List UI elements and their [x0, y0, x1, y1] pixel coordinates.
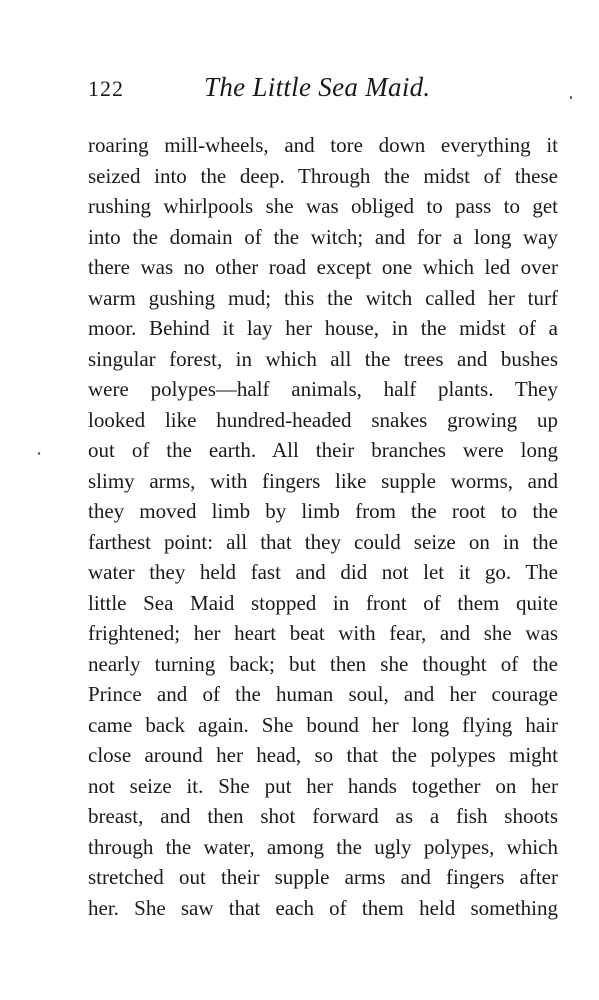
text-line: farthest point: all that they could seize on in the	[88, 529, 558, 554]
text-line: rushing whirlpools she was obliged to pass to get	[88, 194, 558, 218]
text-line: warm gushing mud; this the witch called her turf	[88, 285, 558, 310]
text-line: slimy arms, with fingers like supple worms, and	[88, 468, 558, 493]
body-text	[88, 130, 558, 923]
text-line: breast, and then shot forward as a fish shoots	[88, 804, 558, 828]
paper-speck	[570, 96, 572, 99]
text-line: water they held fast and did not let it go. The	[88, 560, 558, 584]
running-head	[88, 72, 558, 108]
text-line: Prince and of the human soul, and her courage	[88, 682, 558, 706]
text-line: there was no other road except one which led over	[88, 255, 558, 279]
text-line: looked like hundred-headed snakes growing up	[88, 407, 558, 432]
text-line: into the domain of the witch; and for a long way	[88, 224, 558, 249]
page-number: 122	[88, 76, 124, 101]
text-line: were polypes—half animals, half plants. They	[88, 377, 558, 401]
text-line: close around her head, so that the polypes might	[88, 743, 558, 767]
text-line: came back again. She bound her long flying hair	[88, 712, 558, 737]
text-line: her. She saw that each of them held something	[88, 895, 558, 920]
text-line: they moved limb by limb from the root to the	[88, 499, 558, 523]
text-line: little Sea Maid stopped in front of them quite	[88, 590, 558, 615]
paper-speck	[37, 452, 40, 456]
running-title: The Little Sea Maid.	[204, 72, 431, 102]
text-line: not seize it. She put her hands together on her	[88, 773, 558, 798]
text-line: out of the earth. All their branches were long	[88, 438, 558, 462]
text-line: seized into the deep. Through the midst of these	[88, 163, 558, 188]
text-line: roaring mill-wheels, and tore down everything it	[88, 133, 558, 157]
text-line: moor. Behind it lay her house, in the midst of a	[88, 316, 558, 340]
text-line: through the water, among the ugly polypes, which	[88, 834, 558, 859]
text-line: frightened; her heart beat with fear, and she was	[88, 621, 558, 645]
text-line: singular forest, in which all the trees and bushes	[88, 346, 558, 371]
text-line: nearly turning back; but then she thought of the	[88, 651, 558, 676]
text-line: stretched out their supple arms and fingers after	[88, 865, 558, 889]
